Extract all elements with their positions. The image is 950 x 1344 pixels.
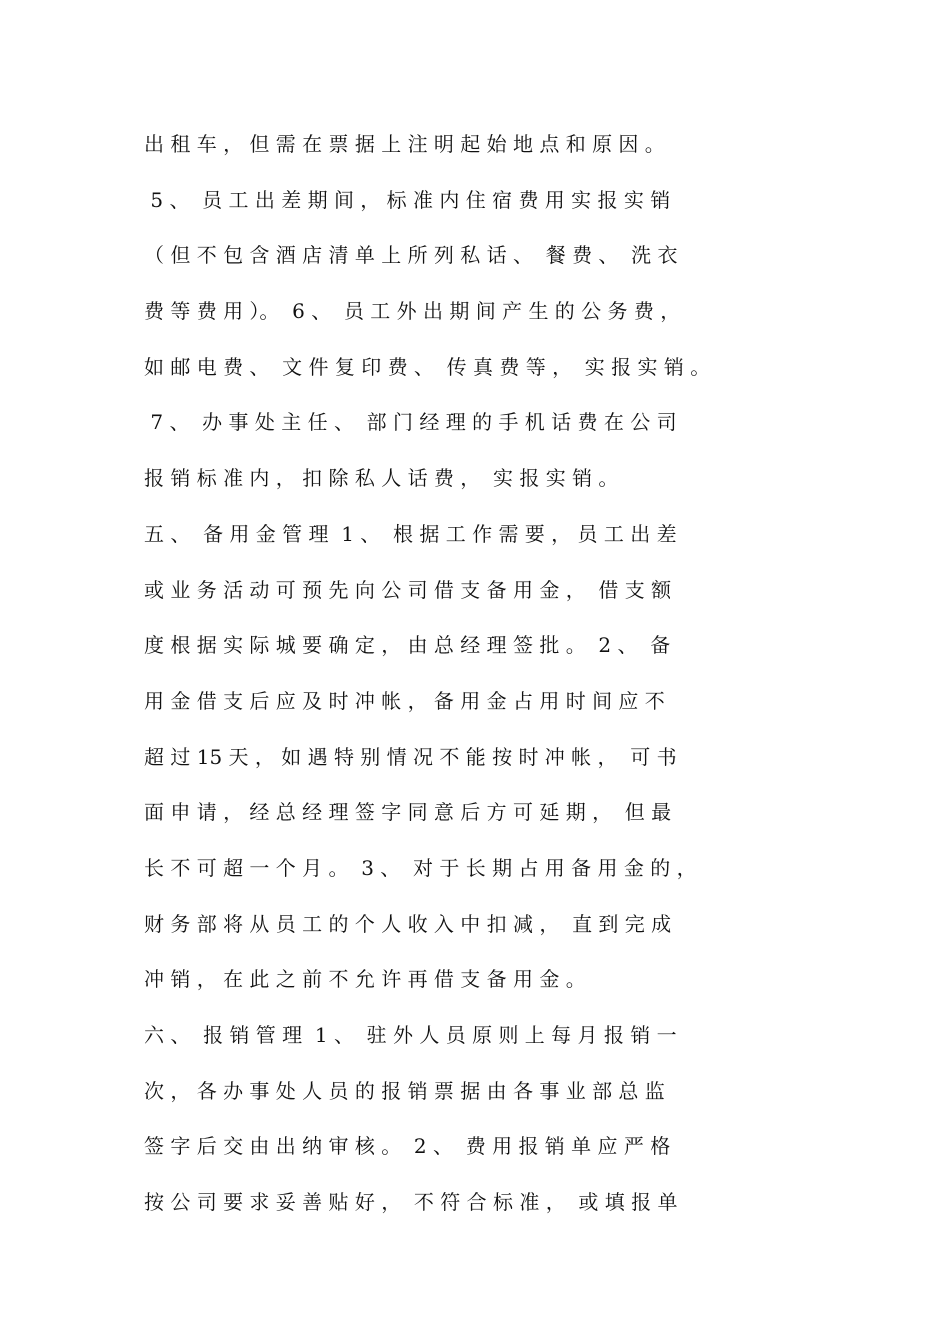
text-line: 长 不 可 超 一 个 月 。 3 、 对 于 长 期 占 用 备 用 金 的 ，: [144, 855, 697, 880]
text-line: 如 邮 电 费 、 文 件 复 印 费 、 传 真 费 等 ， 实 报 实 销 。: [144, 354, 711, 379]
text-line: 用 金 借 支 后 应 及 时 冲 帐 ， 备 用 金 占 用 时 间 应 不: [144, 688, 665, 713]
text-line: 出 租 车 ， 但 需 在 票 据 上 注 明 起 始 地 点 和 原 因 。: [144, 132, 665, 156]
text-line: 报 销 标 准 内 ， 扣 除 私 人 话 费 ， 实 报 实 销 。: [144, 466, 619, 491]
text-line: 次 ， 各 办 事 处 人 员 的 报 销 票 据 由 各 事 业 部 总 监: [144, 1078, 665, 1103]
text-line: 超 过 15 天 ， 如 遇 特 别 情 况 不 能 按 时 冲 帐 ， 可 书: [144, 744, 677, 769]
document-body: [144, 128, 844, 1242]
text-line: 财 务 部 将 从 员 工 的 个 人 收 入 中 扣 减 ， 直 到 完 成: [144, 911, 672, 936]
text-line: 六 、 报 销 管 理 1 、 驻 外 人 员 原 则 上 每 月 报 销 一: [144, 1023, 677, 1047]
text-line: 冲 销 ， 在 此 之 前 不 允 许 再 借 支 备 用 金 。: [144, 967, 586, 992]
text-line: 或 业 务 活 动 可 预 先 向 公 司 借 支 备 用 金 ， 借 支 额: [144, 577, 672, 602]
text-line: 面 申 请 ， 经 总 经 理 签 字 同 意 后 方 可 延 期 ， 但 最: [144, 800, 672, 825]
text-line: 五 、 备 用 金 管 理 1 、 根 据 工 作 需 要 ， 员 工 出 差: [144, 521, 677, 546]
text-line: 签 字 后 交 由 出 纳 审 核 。 2 、 费 用 报 销 单 应 严 格: [144, 1134, 671, 1159]
text-line: （ 但 不 包 含 酒 店 清 单 上 所 列 私 话 、 餐 费 、 洗 衣: [144, 243, 678, 268]
text-line: 5 、 员 工 出 差 期 间 ， 标 准 内 住 宿 费 用 实 报 实 销: [144, 187, 671, 212]
text-line: 费 等 费 用 ）。 6 、 员 工 外 出 期 间 产 生 的 公 务 费 ，: [144, 299, 681, 324]
text-line: 按 公 司 要 求 妥 善 贴 好 ， 不 符 合 标 准 ， 或 填 报 单: [144, 1190, 678, 1215]
text-line: 7 、 办 事 处 主 任 、 部 门 经 理 的 手 机 话 费 在 公 司: [144, 410, 677, 435]
text-line: 度 根 据 实 际 城 要 确 定 ， 由 总 经 理 签 批 。 2 、 备: [144, 633, 671, 658]
